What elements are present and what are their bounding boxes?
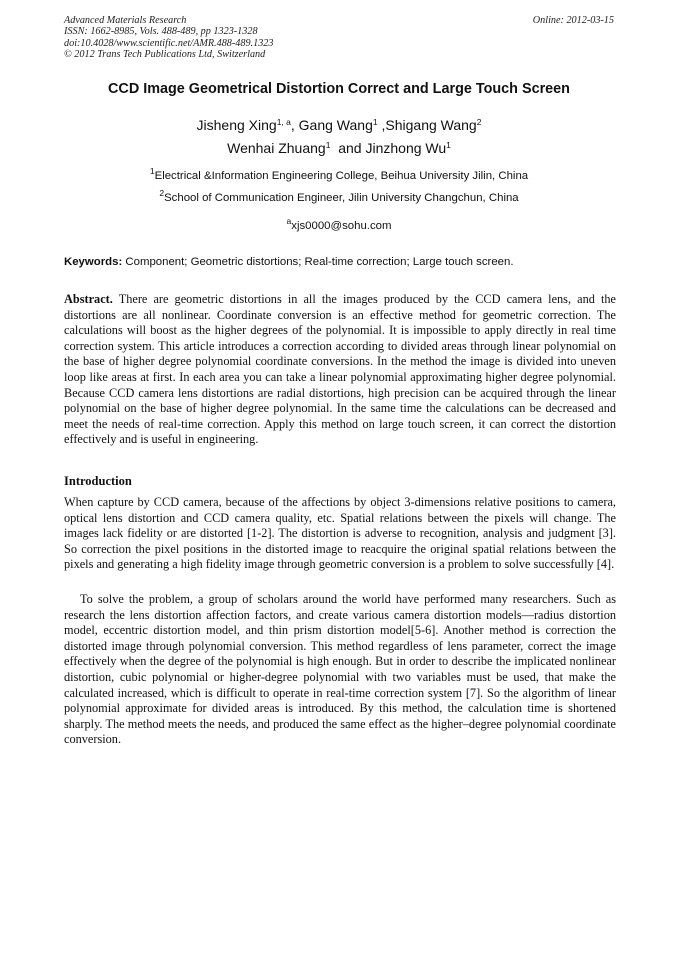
affiliation-text: School of Communication Engineer, Jilin University Changchun, China bbox=[164, 192, 519, 204]
affiliation-sup: 1 bbox=[149, 165, 155, 176]
author-separator: , bbox=[377, 117, 386, 133]
keywords-label: Keywords: bbox=[64, 256, 123, 268]
online-date: Online: 2012-03-15 bbox=[532, 15, 614, 26]
doi-line[interactable]: doi:10.4028/www.scientific.net/AMR.488-489.1323 bbox=[64, 37, 274, 49]
keywords-text: Component; Geometric distortions; Real-time correction; Large touch screen. bbox=[122, 256, 514, 268]
email-link[interactable]: xjs0000@sohu.com bbox=[291, 220, 392, 232]
abstract-label: Abstract. bbox=[64, 292, 113, 306]
author-sup: 2 bbox=[476, 116, 482, 127]
email-sup: a bbox=[286, 215, 292, 226]
author-sup: 1, a bbox=[276, 116, 291, 127]
section-heading: Introduction bbox=[64, 474, 132, 488]
author-separator: , bbox=[290, 117, 299, 133]
copyright-line: © 2012 Trans Tech Publications Ltd, Switzerland bbox=[64, 49, 266, 61]
paragraph: To solve the problem, a group of scholars around the world have performed many researchers. Such as research the lens distortion affection factors, and create various camera distortion models—radius distortion model, eccentric distortion model, and thin prism distortion model[5-6]. Another method is correction the distorted image through polynomial conversion. This method regardless of lens parameter, correct the image effectively when the degree of the polynomial is high enough. But in order to describe the implicated nonlinear distortion, cubic polynomial or higher-degree polynomial with two variables must be used, that make the calculated increased, which is difficult to operate in real-time correction system [7]. So the algorithm of linear polynomial approximate for divided areas is introduced. By this method, the calculation time is shortened sharply. The method meets the needs, and produced the same effect as the higher–degree polynomial coordinate conversion. bbox=[64, 592, 616, 747]
author-sup: 1 bbox=[325, 139, 331, 150]
author-name: Wenhai Zhuang bbox=[227, 140, 326, 156]
author-sup: 1 bbox=[372, 116, 378, 127]
author-separator: and bbox=[330, 140, 366, 156]
abstract bbox=[64, 292, 616, 448]
paper-title: CCD Image Geometrical Distortion Correct and Large Touch Screen bbox=[108, 81, 570, 97]
issn-line: ISSN: 1662-8985, Vols. 488-489, pp 1323-1328 bbox=[64, 26, 258, 38]
author-line-1 bbox=[40, 114, 638, 137]
author-line-2 bbox=[40, 137, 638, 160]
author-name: Shigang Wang bbox=[385, 117, 477, 133]
affiliation-1 bbox=[40, 165, 638, 182]
author-sup: 1 bbox=[446, 139, 451, 150]
affiliation-2 bbox=[40, 187, 638, 204]
abstract-text: There are geometric distortions in all the images produced by the CCD camera lens, and the distortions are all nonlinear. Coordinate conversion is an effective method for geometric correction. The calculations will boost as the higher degrees of the polynomial. It is impossible to apply directly in real time correction system. This article introduces a correction according to divided areas through linear polynomial on the base of higher degree polynomial coordinate conversions. In the method the image is divided into uneven loop like areas at first. In each area you can take a linear polynomial approximating higher degree polynomial. Because CCD camera lens distortions are radial distortions, high precision can be acquired through the linear polynomial on the base of higher degree polynomial. In the same time the calculations can be decreased and meet the needs of real-time correction. Apply this method on large touch screen, it can correct the distortion effectively and is useful in engineering. bbox=[64, 292, 616, 447]
affiliation-text: Electrical &Information Engineering College, Beihua University Jilin, China bbox=[154, 170, 529, 182]
author-name: Jinzhong Wu bbox=[365, 140, 447, 156]
keywords bbox=[64, 256, 616, 268]
author-name: Jisheng Xing bbox=[196, 117, 277, 133]
author-email bbox=[40, 215, 638, 232]
affiliation-sup: 2 bbox=[159, 187, 165, 198]
author-name: Gang Wang bbox=[298, 117, 373, 133]
journal-header bbox=[64, 15, 273, 61]
paragraph: When capture by CCD camera, because of the affections by object 3-dimensions relative positions to camera, optical lens distortion and CCD camera quality, etc. Spatial relations between the pixels will change. The images lack fidelity or are distorted [1-2]. The distortion is adverse to recognition, analysis and judgment [3]. So correction the pixel positions in the distorted image to reacquire the original spatial relations between the pixels and generating a high fidelity image through geometric conversion is a problem to solve successfully [4]. bbox=[64, 495, 616, 572]
journal-name: Advanced Materials Research bbox=[64, 15, 187, 26]
